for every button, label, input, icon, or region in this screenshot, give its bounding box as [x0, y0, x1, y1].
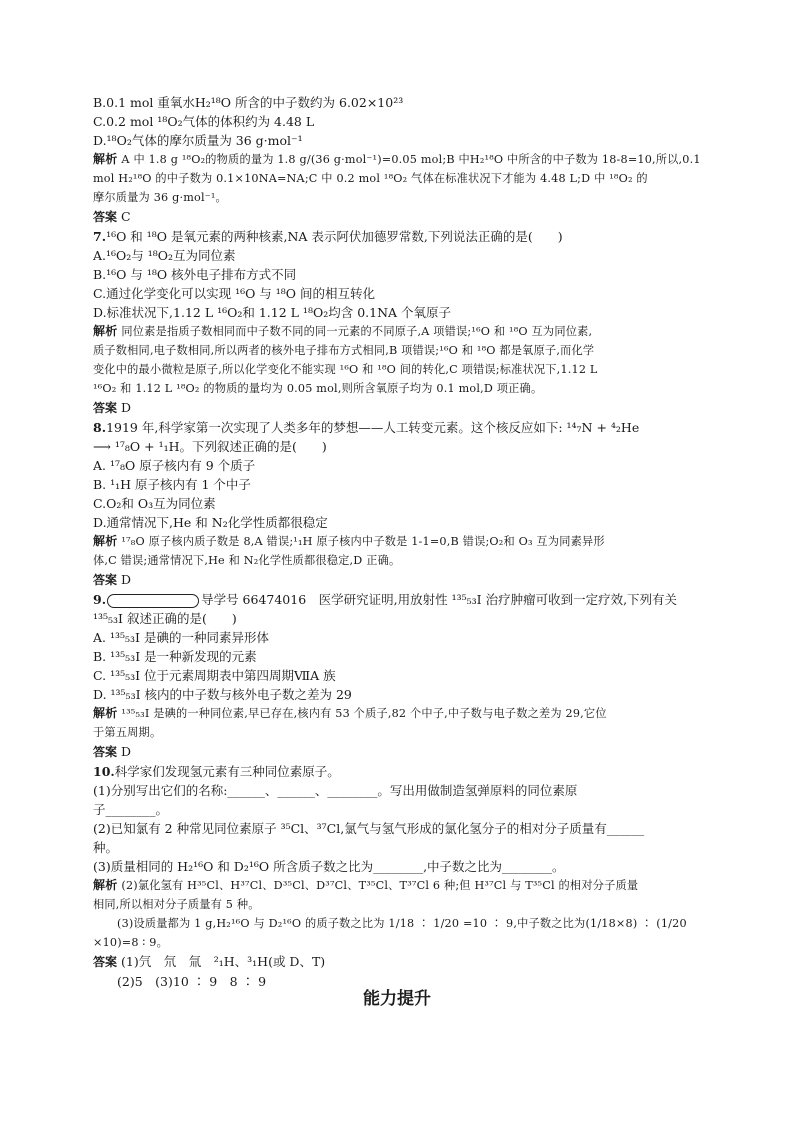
question-number: 9.	[93, 592, 107, 607]
line-text: 体,C 错误;通常情况下,He 和 N₂化学性质都很稳定,D 正确。	[93, 554, 401, 567]
text-line	[93, 379, 701, 398]
text-line	[93, 246, 701, 265]
line-text: A. ¹⁷₈O 原子核内有 9 个质子	[93, 458, 256, 473]
line-text: 种。	[93, 840, 119, 855]
text-line	[93, 762, 701, 781]
text-line	[93, 628, 701, 647]
text-line	[93, 303, 701, 322]
text-line	[93, 647, 701, 666]
text-line	[93, 418, 701, 437]
answer-label: 答案	[93, 401, 118, 415]
line-text: B.0.1 mol 重氧水H₂¹⁸O 所含的中子数约为 6.02×10²³	[93, 95, 404, 110]
line-text: (2)5 (3)10 ∶ 9 8 ∶ 9	[117, 974, 267, 989]
line-text: 科学家们发现氢元素有三种同位素原子。	[114, 764, 340, 779]
line-text: 导学号 66474016 医学研究证明,用放射性 ¹³⁵₅₃I 治疗肿瘤可收到一定疗效,下列有关	[201, 592, 678, 607]
text-line	[93, 914, 701, 933]
text-line	[93, 513, 701, 532]
text-line	[93, 93, 701, 112]
text-line	[93, 265, 701, 284]
question-content	[93, 93, 701, 991]
text-line	[93, 437, 701, 456]
answer-label: 答案	[93, 955, 118, 969]
line-text: (2)已知氯有 2 种常见同位素原子 ³⁵Cl、³⁷Cl,氯气与氢气形成的氯化氢分子的相对分子质量有______	[93, 821, 645, 836]
question-number: 10.	[93, 764, 115, 779]
line-text: B.¹⁶O 与 ¹⁸O 核外电子排布方式不同	[93, 267, 297, 282]
text-line	[93, 857, 701, 876]
text-line	[93, 494, 701, 513]
document-page	[93, 93, 701, 1009]
text-line	[93, 742, 701, 762]
text-line	[93, 551, 701, 570]
line-text: C.0.2 mol ¹⁸O₂气体的体积约为 4.48 L	[93, 114, 315, 129]
text-line	[93, 207, 701, 227]
text-line	[93, 609, 701, 628]
line-text: ⟶ ¹⁷₈O + ¹₁H。下列叙述正确的是( )	[93, 439, 327, 454]
line-text: A 中 1.8 g ¹⁸O₂的物质的量为 1.8 g/(36 g·mol⁻¹)=0.05 mol;B 中H₂¹⁸O 中所含的中子数为 18-8=10,所以,0.1	[121, 153, 701, 166]
text-line	[93, 284, 701, 303]
text-line	[93, 876, 701, 895]
text-line	[93, 532, 701, 551]
line-text: ×10)=8 ∶ 9。	[93, 936, 168, 949]
line-text: D	[121, 572, 132, 587]
line-text: 1919 年,科学家第一次实现了人类多年的梦想——人工转变元素。这个核反应如下: ¹⁴₇N + ⁴₂He	[106, 420, 640, 435]
analysis-label: 解析	[93, 324, 118, 338]
line-text: (1)分别写出它们的名称:______、______、________。写出用做制造氢弹原料的同位素原	[93, 783, 578, 798]
text-line	[93, 360, 701, 379]
line-text: D.通常情况下,He 和 N₂化学性质都很稳定	[93, 515, 328, 530]
text-line	[93, 838, 701, 857]
line-text: mol H₂¹⁸O 的中子数为 0.1×10NA=NA;C 中 0.2 mol ¹⁸O₂ 气体在标准状况下才能为 4.48 L;D 中 ¹⁸O₂ 的	[93, 172, 648, 185]
section-title: 能力提升	[363, 989, 431, 1009]
line-text: D	[121, 400, 132, 415]
line-text: 子________。	[93, 802, 169, 817]
analysis-label: 解析	[93, 152, 118, 166]
line-text: C	[121, 209, 131, 224]
line-text: D.¹⁸O₂气体的摩尔质量为 36 g·mol⁻¹	[93, 133, 303, 148]
text-line	[93, 169, 701, 188]
line-text: A.¹⁶O₂与 ¹⁸O₂互为同位素	[93, 248, 236, 263]
text-line	[93, 685, 701, 704]
line-text: ¹⁷₈O 原子核内质子数是 8,A 错误;¹₁H 原子核内中子数是 1-1=0,B 错误;O₂和 O₃ 互为同素异形	[121, 535, 605, 548]
text-line	[93, 227, 701, 246]
text-line	[93, 570, 701, 590]
line-text: D. ¹³⁵₅₃I 核内的中子数与核外电子数之差为 29	[93, 687, 352, 702]
text-line	[93, 322, 701, 341]
line-text: ¹⁶O₂ 和 1.12 L ¹⁸O₂ 的物质的量均为 0.05 mol,则所含氧原子均为 0.1 mol,D 项正确。	[93, 382, 543, 395]
line-text: A. ¹³⁵₅₃I 是碘的一种同素异形体	[93, 630, 269, 645]
line-text: (2)氯化氢有 H³⁵Cl、H³⁷Cl、D³⁵Cl、D³⁷Cl、T³⁵Cl、T³⁷Cl 6 种;但 H³⁷Cl 与 T³⁵Cl 的相对分子质量	[121, 879, 639, 892]
line-text: B. ¹₁H 原子核内有 1 个中子	[93, 477, 251, 492]
question-number: 8.	[93, 420, 107, 435]
text-line	[93, 456, 701, 475]
text-line	[93, 150, 701, 169]
text-line	[93, 895, 701, 914]
line-text: D.标准状况下,1.12 L ¹⁶O₂和 1.12 L ¹⁸O₂均含 0.1NA 个氧原子	[93, 305, 452, 320]
line-text: 于第五周期。	[93, 726, 162, 739]
text-line	[93, 131, 701, 150]
text-line	[93, 819, 701, 838]
answer-label: 答案	[93, 745, 118, 759]
line-text: 相同,所以相对分子质量有 5 种。	[93, 898, 260, 911]
answer-label: 答案	[93, 573, 118, 587]
line-text: C. ¹³⁵₅₃I 位于元素周期表中第四周期ⅦA 族	[93, 668, 336, 683]
text-line	[93, 341, 701, 360]
text-line	[93, 723, 701, 742]
line-text: (3)设质量都为 1 g,H₂¹⁶O 与 D₂¹⁶O 的质子数之比为 1/18 ∶ 1/20 =10 ∶ 9,中子数之比为(1/18×8) ∶ (1/20	[117, 917, 687, 930]
text-line	[93, 800, 701, 819]
text-line	[93, 590, 701, 609]
line-text: 变化中的最小微粒是原子,所以化学变化不能实现 ¹⁶O 和 ¹⁸O 间的转化,C 项错误;标准状况下,1.12 L	[93, 363, 598, 376]
analysis-label: 解析	[93, 878, 118, 892]
text-line	[93, 952, 701, 972]
text-line	[93, 704, 701, 723]
guide-badge	[107, 594, 199, 608]
text-line	[93, 188, 701, 207]
line-text: ¹⁶O 和 ¹⁸O 是氧元素的两种核素,NA 表示阿伏加德罗常数,下列说法正确的是( )	[106, 229, 563, 244]
text-line	[93, 933, 701, 952]
line-text: (3)质量相同的 H₂¹⁶O 和 D₂¹⁶O 所含质子数之比为________,中子数之比为________。	[93, 859, 565, 874]
question-number: 7.	[93, 229, 107, 244]
line-text: 摩尔质量为 36 g·mol⁻¹。	[93, 191, 227, 204]
line-text: 质子数相同,电子数相同,所以两者的核外电子排布方式相同,B 项错误;¹⁶O 和 ¹⁸O 都是氧原子,而化学	[93, 344, 595, 357]
text-line	[93, 112, 701, 131]
line-text: C.通过化学变化可以实现 ¹⁶O 与 ¹⁸O 间的相互转化	[93, 286, 376, 301]
text-line	[93, 781, 701, 800]
line-text: C.O₂和 O₃互为同位素	[93, 496, 216, 511]
line-text: ¹³⁵₅₃I 是碘的一种同位素,早已存在,核内有 53 个质子,82 个中子,中子数与电子数之差为 29,它位	[121, 707, 607, 720]
line-text: (1)氕 氘 氚 ²₁H、³₁H(或 D、T)	[121, 954, 326, 969]
line-text: 同位素是指质子数相同而中子数不同的同一元素的不同原子,A 项错误;¹⁶O 和 ¹⁸O 互为同位素,	[121, 325, 593, 338]
answer-label: 答案	[93, 210, 118, 224]
text-line	[93, 666, 701, 685]
line-text: ¹³⁵₅₃I 叙述正确的是( )	[93, 611, 237, 626]
line-text: B. ¹³⁵₅₃I 是一种新发现的元素	[93, 649, 257, 664]
line-text: D	[121, 744, 132, 759]
analysis-label: 解析	[93, 706, 118, 720]
analysis-label: 解析	[93, 534, 118, 548]
text-line	[93, 475, 701, 494]
text-line	[93, 398, 701, 418]
